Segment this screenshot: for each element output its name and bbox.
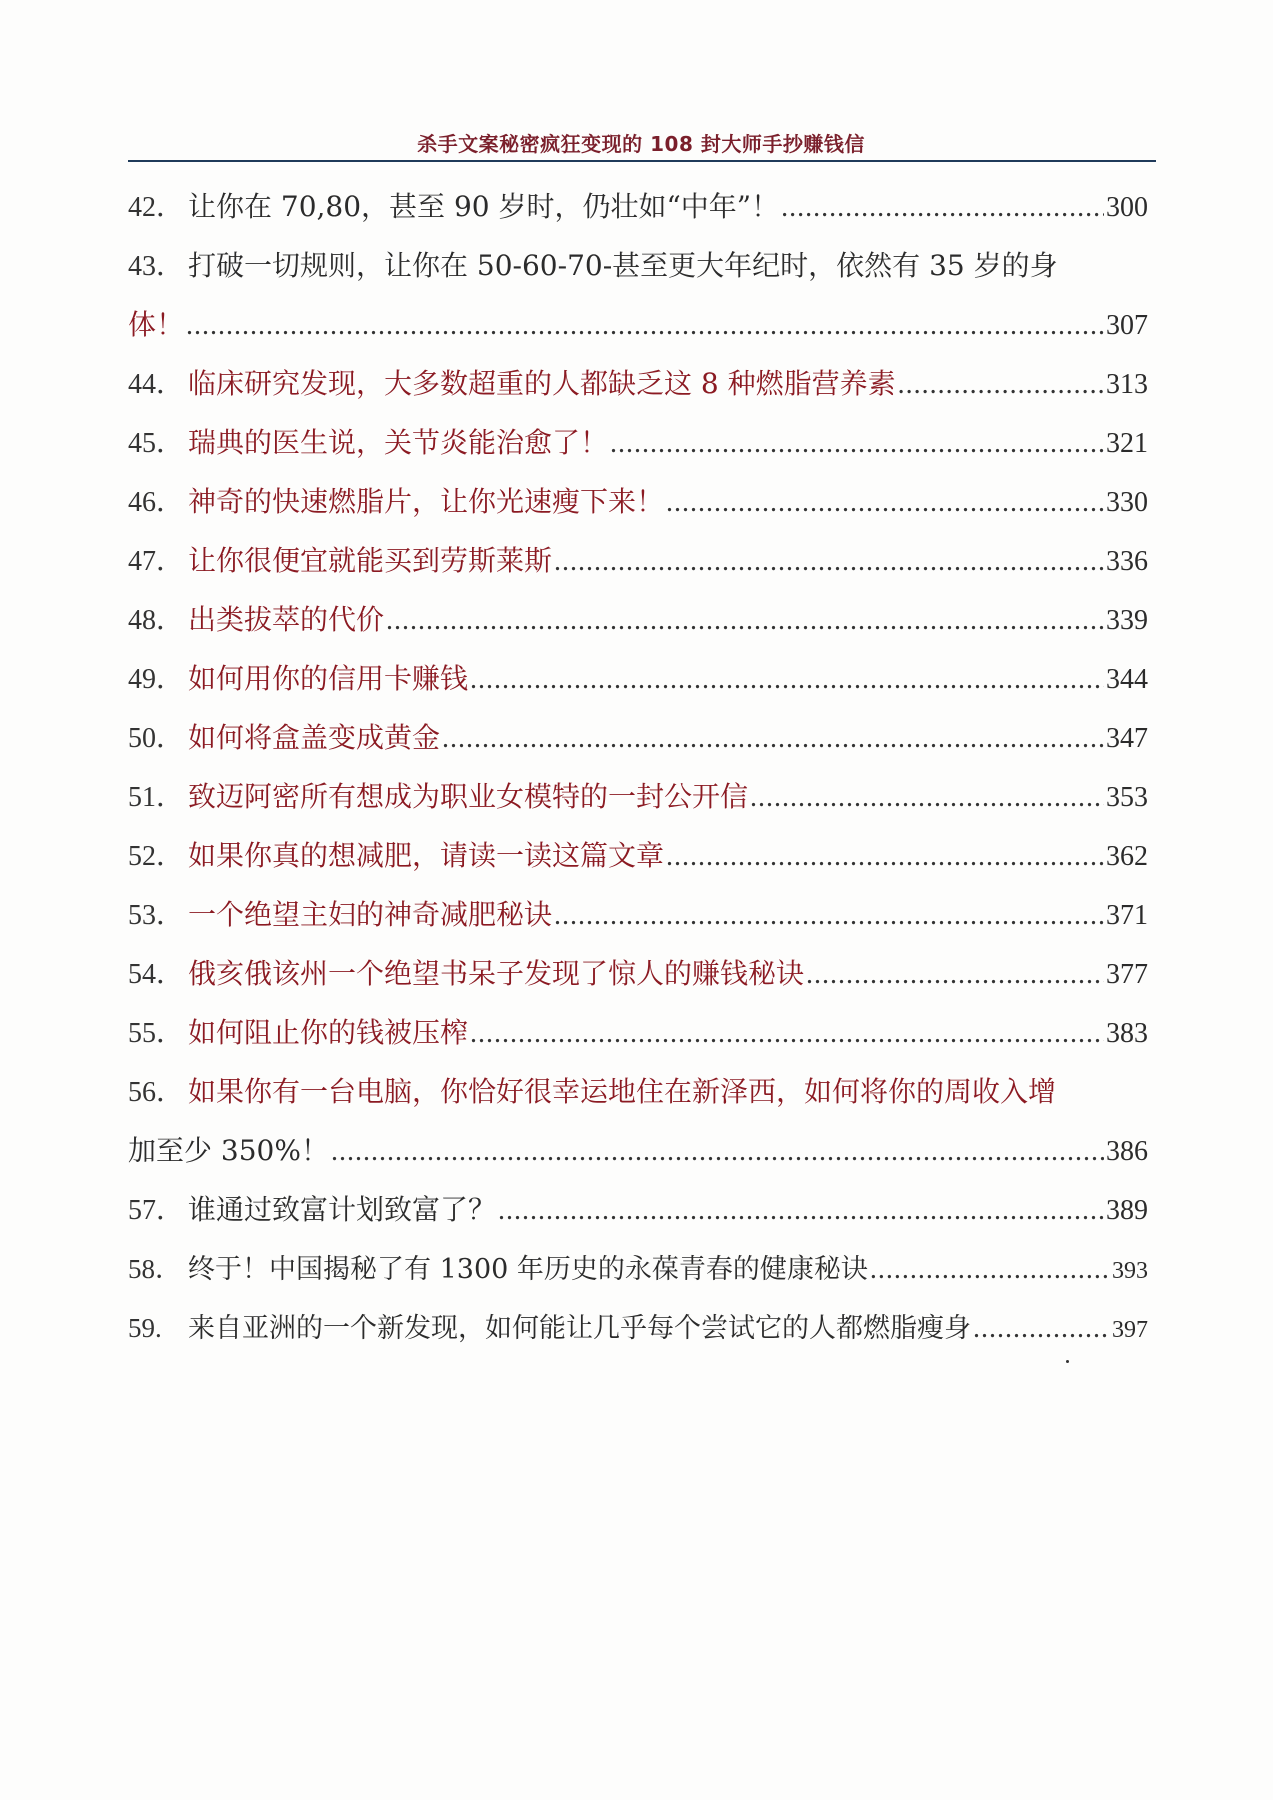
entry-number: 59. [128,1313,162,1343]
dot-leader [666,841,1104,873]
header-divider [128,160,1156,162]
toc-entry-47 [128,539,1148,598]
entry-number: 57． [128,1195,185,1226]
entry-page: 371 [1106,900,1148,931]
dot-leader [666,487,1104,519]
entry-page: 339 [1106,605,1148,636]
entry-title: 致迈阿密所有想成为职业女模特的一封公开信 [188,780,749,813]
toc-entry-43-continuation [128,303,1148,362]
entry-number: 55． [128,1018,185,1049]
entry-title: 谁通过致富计划致富了？ [188,1193,497,1226]
toc-entry-48 [128,598,1148,657]
entry-title: 终于！中国揭秘了有 1300 年历史的永葆青春的健康秘诀 [188,1254,868,1285]
toc-entry-50 [128,716,1148,775]
toc-entry-52 [128,834,1148,893]
scan-speck [1066,1360,1069,1363]
toc-entry-53 [128,893,1148,952]
dot-leader [898,369,1104,401]
toc-entry-51 [128,775,1148,834]
entry-page: 347 [1106,723,1148,754]
dot-leader [470,1018,1104,1050]
entry-number: 48． [128,605,185,636]
toc-entry-42 [128,185,1148,244]
toc-entry-59 [128,1306,1148,1365]
book-title: 杀手文案秘密疯狂变现的 108 封大师手抄赚钱信 [417,132,865,156]
entry-page: 344 [1106,664,1148,695]
entry-page: 313 [1106,369,1148,400]
entry-number: 50． [128,723,185,754]
entry-page: 353 [1106,782,1148,813]
entry-title: 临床研究发现，大多数超重的人都缺乏这 8 种燃脂营养素 [188,367,896,400]
entry-title: 如果你有一台电脑，你恰好很幸运地住在新泽西，如何将你的周收入增 [188,1075,1057,1108]
entry-title: 出类拔萃的代价 [188,603,385,636]
entry-title: 神奇的快速燃脂片，让你光速瘦下来！ [188,485,665,518]
dot-leader [806,959,1104,991]
dot-leader [554,900,1104,932]
dot-leader [331,1136,1104,1168]
entry-title: 一个绝望主妇的神奇减肥秘诀 [188,898,553,931]
entry-number: 51． [128,782,185,813]
entry-page: 300 [1106,192,1148,223]
entry-number: 47． [128,546,185,577]
toc-entry-58 [128,1247,1148,1306]
entry-title-continuation: 加至少 350%！ [128,1134,329,1167]
dot-leader [610,428,1104,460]
entry-title: 打破一切规则，让你在 50-60-70-甚至更大年纪时，依然有 35 岁的身 [188,249,1058,282]
toc-entry-46 [128,480,1148,539]
dot-leader [870,1254,1110,1286]
entry-page: 330 [1106,487,1148,518]
entry-page: 389 [1106,1195,1148,1226]
entry-page: 393 [1112,1258,1148,1284]
entry-page: 377 [1106,959,1148,990]
toc-entry-55 [128,1011,1148,1070]
entry-number: 43． [128,251,185,282]
entry-title: 如果你真的想减肥，请读一读这篇文章 [188,839,665,872]
entry-page: 397 [1112,1317,1148,1343]
table-of-contents [128,185,1148,1365]
dot-leader [470,664,1104,696]
entry-number: 49． [128,664,185,695]
entry-page: 321 [1106,428,1148,459]
dot-leader [442,723,1104,755]
dot-leader [750,782,1104,814]
entry-title: 如何阻止你的钱被压榨 [188,1016,469,1049]
entry-number: 52． [128,841,185,872]
toc-entry-44 [128,362,1148,421]
entry-title: 让你很便宜就能买到劳斯莱斯 [188,544,553,577]
dot-leader [973,1313,1110,1345]
dot-leader [386,605,1104,637]
entry-page: 336 [1106,546,1148,577]
entry-title: 来自亚洲的一个新发现，如何能让几乎每个尝试它的人都燃脂瘦身 [188,1313,971,1344]
entry-number: 54． [128,959,185,990]
dot-leader [186,310,1104,342]
entry-title: 瑞典的医生说，关节炎能治愈了！ [188,426,609,459]
entry-number: 45． [128,428,185,459]
entry-number: 42． [128,192,185,223]
entry-page: 383 [1106,1018,1148,1049]
running-header [128,124,1154,164]
entry-page: 307 [1106,310,1148,341]
toc-entry-54 [128,952,1148,1011]
dot-leader [498,1195,1104,1227]
entry-number: 44． [128,369,185,400]
entry-page: 386 [1106,1136,1148,1167]
toc-entry-56-continuation [128,1129,1148,1188]
entry-title-continuation: 体！ [128,308,185,341]
entry-title: 如何将盒盖变成黄金 [188,721,441,754]
toc-entry-57 [128,1188,1148,1247]
entry-number: 46． [128,487,185,518]
entry-number: 56． [128,1077,185,1108]
entry-title: 让你在 70,80，甚至 90 岁时，仍壮如“中年”！ [188,190,780,223]
entry-number: 58． [128,1254,182,1284]
dot-leader [554,546,1104,578]
toc-entry-49 [128,657,1148,716]
entry-number: 53． [128,900,185,931]
entry-page: 362 [1106,841,1148,872]
toc-entry-43 [128,244,1148,303]
toc-entry-56 [128,1070,1148,1129]
dot-leader [781,192,1104,224]
toc-entry-45 [128,421,1148,480]
entry-title: 俄亥俄该州一个绝望书呆子发现了惊人的赚钱秘诀 [188,957,805,990]
entry-title: 如何用你的信用卡赚钱 [188,662,469,695]
